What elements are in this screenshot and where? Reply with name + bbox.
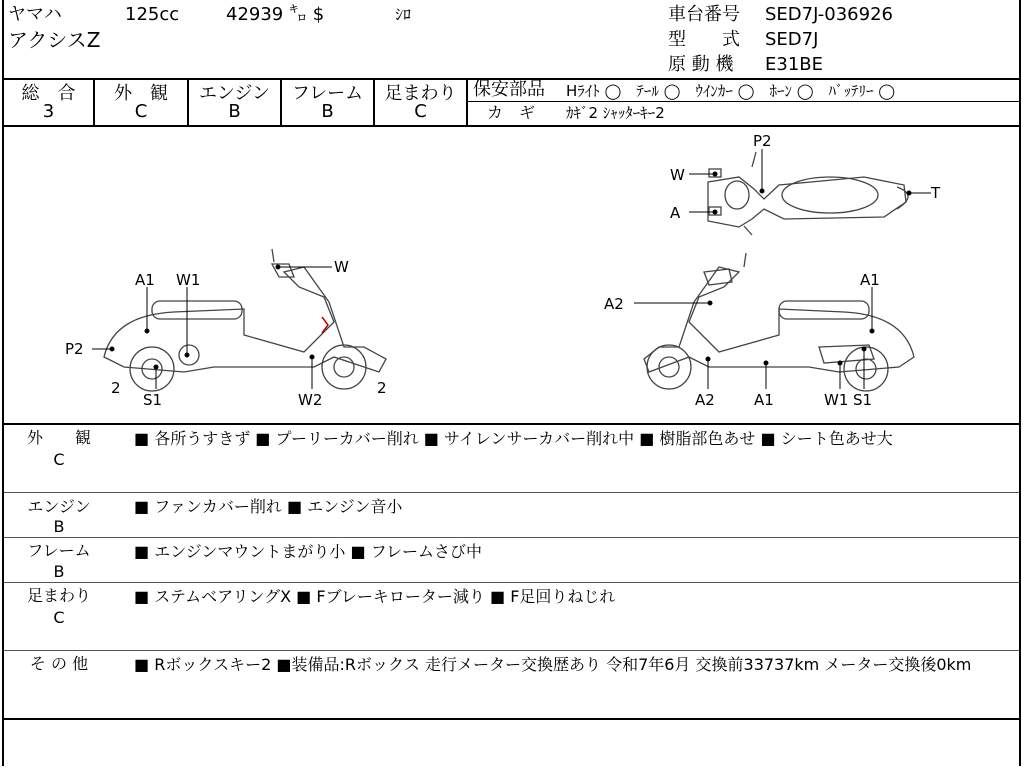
label-left-w: W <box>334 258 349 276</box>
remark-engine-label: エンジン <box>27 497 91 516</box>
maker: ヤマハ <box>8 4 62 25</box>
divider <box>466 101 1021 102</box>
safety-label: 保安部品 <box>473 79 545 100</box>
remark-engine-grade: B <box>53 517 65 536</box>
remark-suspension-grade: C <box>53 608 65 627</box>
remark-other-text: ■ Rボックスキー2 ■装備品:Rボックス 走行メーター交換歴あり 令和7年6月 交換前33737km メーター交換後0km <box>134 655 972 674</box>
label-left-w1: W1 <box>176 271 201 289</box>
divider <box>2 423 1021 425</box>
divider <box>4 650 1019 651</box>
label-left-2a: 2 <box>111 379 121 397</box>
label-right-w1: W1 <box>824 391 849 409</box>
grade-suspension-label: 足まわり <box>384 83 457 104</box>
label-left-2b: 2 <box>377 379 387 397</box>
model-name: アクシスZ <box>8 28 101 52</box>
type-value: SED7J <box>765 29 819 50</box>
engine-label: 原 動 機 <box>668 54 734 75</box>
label-top-w: W <box>670 166 685 184</box>
remark-exterior-text: ■ 各所うすきず ■ プーリーカバー削れ ■ サイレンサーカバー削れ中 ■ 樹脂部色あせ ■ シート色あせ大 <box>134 429 893 448</box>
divider <box>4 582 1019 583</box>
label-right-a1: A1 <box>860 271 880 289</box>
remark-frame-label: フレーム <box>27 541 91 560</box>
label-left-p2: P2 <box>65 340 84 358</box>
remark-frame-grade: B <box>53 562 65 581</box>
grade-exterior-label: 外 観 <box>114 83 168 104</box>
label-top-p2: P2 <box>753 132 772 150</box>
remark-exterior-label: 外 観 <box>26 428 91 447</box>
mileage: 42939 ㌔ $ <box>226 4 325 25</box>
remark-frame-text: ■ エンジンマウントまがり小 ■ フレームさび中 <box>134 542 483 561</box>
label-right-a1-bottom: A1 <box>754 391 774 409</box>
frame-no: SED7J-036926 <box>765 4 893 25</box>
divider <box>4 492 1019 493</box>
remark-suspension-text: ■ ステムベアリングX ■ Fブレーキローター減り ■ F足回りねじれ <box>134 587 616 606</box>
grade-frame-value: B <box>321 101 334 122</box>
label-top-a: A <box>670 204 681 222</box>
safety-items: Hﾗｲﾄ ◯ ﾃｰﾙ ◯ ｳｲﾝｶｰ ◯ ﾎｰﾝ ◯ ﾊﾞｯﾃﾘｰ ◯ <box>566 82 896 100</box>
remark-exterior-grade: C <box>53 450 65 469</box>
divider <box>2 718 1021 720</box>
divider <box>466 78 468 126</box>
divider <box>4 537 1019 538</box>
remark-suspension-label: 足まわり <box>26 586 91 605</box>
grade-engine-value: B <box>228 101 241 122</box>
label-right-s1: S1 <box>853 391 873 409</box>
grade-exterior-value: C <box>134 101 148 122</box>
remark-engine-text: ■ ファンカバー削れ ■ エンジン音小 <box>134 497 403 516</box>
label-left-w2: W2 <box>298 391 323 409</box>
grade-total-label: 総 合 <box>21 83 76 104</box>
color: ｼﾛ <box>395 5 412 24</box>
grade-suspension-value: C <box>414 101 427 122</box>
key-label: カ ギ <box>487 103 536 122</box>
displacement: 125cc <box>125 4 180 25</box>
type-label: 型 式 <box>668 29 740 50</box>
grade-engine-label: エンジン <box>198 83 271 104</box>
damage-diagram <box>4 127 1019 423</box>
grade-total-value: 3 <box>42 101 55 122</box>
engine-value: E31BE <box>765 54 823 75</box>
key-value: ｶｷﾞ2 ｼｬｯﾀｰｷｰ2 <box>566 104 665 122</box>
frame-no-label: 車台番号 <box>668 4 740 25</box>
grade-frame-label: フレーム <box>291 83 364 104</box>
label-top-t: T <box>931 184 941 202</box>
remark-other-label: そ の 他 <box>29 654 89 673</box>
label-left-a1: A1 <box>135 271 155 289</box>
label-left-s1: S1 <box>143 391 163 409</box>
label-right-a2: A2 <box>604 295 624 313</box>
label-right-a2-bottom: A2 <box>695 391 715 409</box>
